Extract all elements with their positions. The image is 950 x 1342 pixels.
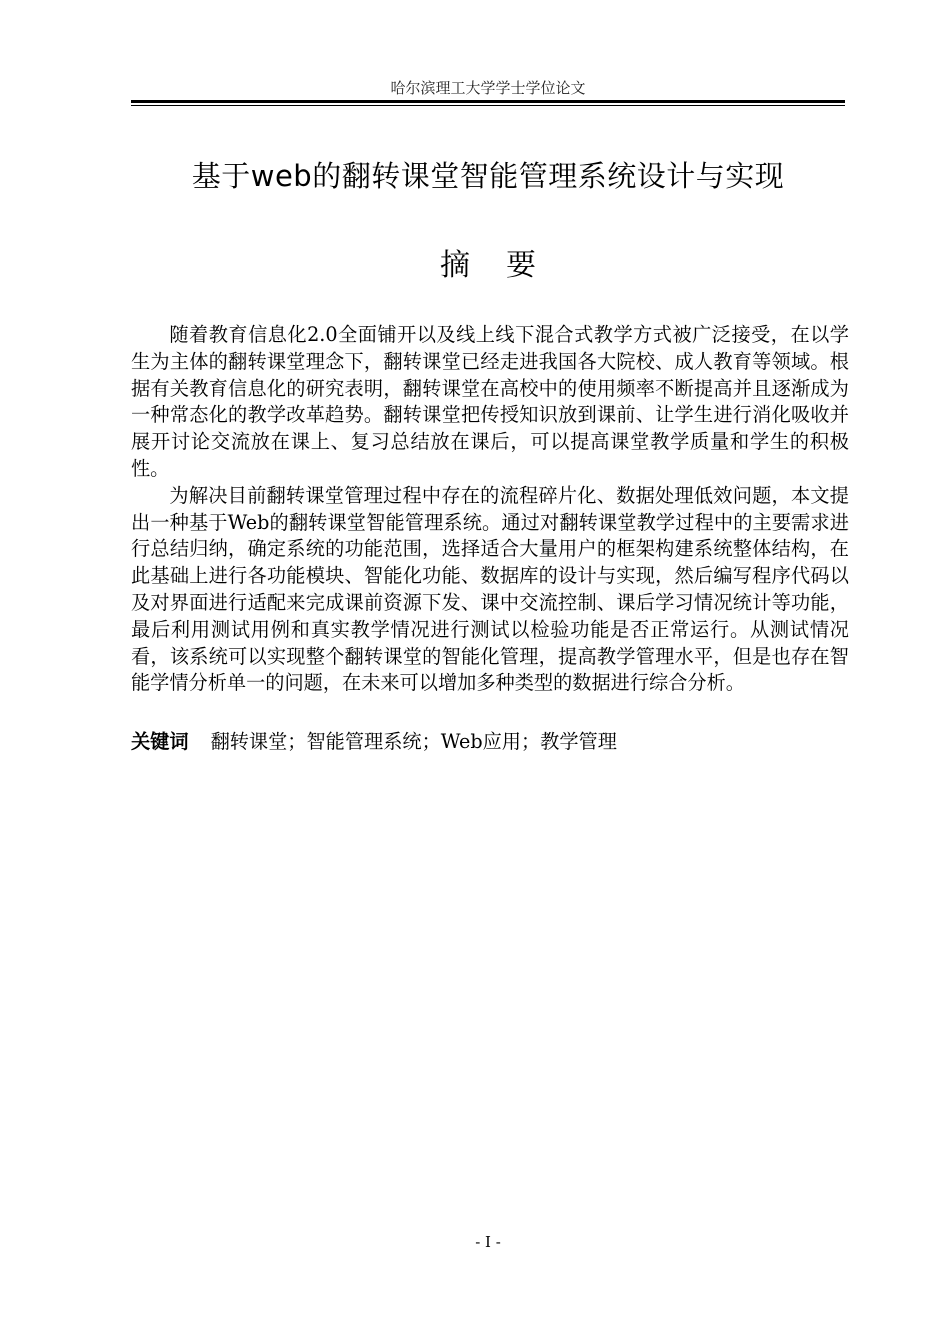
- header-rule-thin: [131, 105, 845, 106]
- keywords-label: 关键词: [131, 730, 189, 753]
- abstract-paragraph-1: 随着教育信息化2.0全面铺开以及线上线下混合式教学方式被广泛接受，在以学生为主体的翻转课堂理念下，翻转课堂已经走进我国各大院校、成人教育等领域。根据有关教育信息化的研究表明，翻转课堂在高校中的使用频率不断提高并且逐渐成为一种常态化的教学改革趋势。翻转课堂把传授知识放到课前、让学生进行消化吸收并展开讨论交流放在课上、复习总结放在课后，可以提高课堂教学质量和学生的积极性。: [131, 323, 849, 480]
- abstract-heading-char-2: 要: [506, 248, 536, 283]
- abstract-paragraph-2: 为解决目前翻转课堂管理过程中存在的流程碎片化、数据处理低效问题，本文提出一种基于Web的翻转课堂智能管理系统。通过对翻转课堂教学过程中的主要需求进行总结归纳，确定系统的功能范围，选择适合大量用户的框架构建系统整体结构，在此基础上进行各功能模块、智能化功能、数据库的设计与实现，然后编写程序代码以及对界面进行适配来完成课前资源下发、课中交流控制、课后学习情况统计等功能，最后利用测试用例和真实教学情况进行测试以检验功能是否正常运行。从测试情况看，该系统可以实现整个翻转课堂的智能化管理，提高教学管理水平，但是也存在智能学情分析单一的问题，在未来可以增加多种类型的数据进行综合分析。: [131, 483, 849, 695]
- thesis-title: 基于web的翻转课堂智能管理系统设计与实现: [191, 159, 785, 193]
- abstract-heading: [131, 246, 845, 286]
- abstract-heading-char-1: 摘: [440, 248, 470, 283]
- header-rule-thick: [131, 100, 845, 103]
- keywords-text: 翻转课堂；智能管理系统；Web应用；教学管理: [210, 730, 617, 753]
- page-number: - I -: [475, 1233, 501, 1251]
- running-header: 哈尔滨理工大学学士学位论文: [390, 79, 586, 97]
- keywords-line: [131, 729, 845, 755]
- abstract-body: [131, 322, 849, 697]
